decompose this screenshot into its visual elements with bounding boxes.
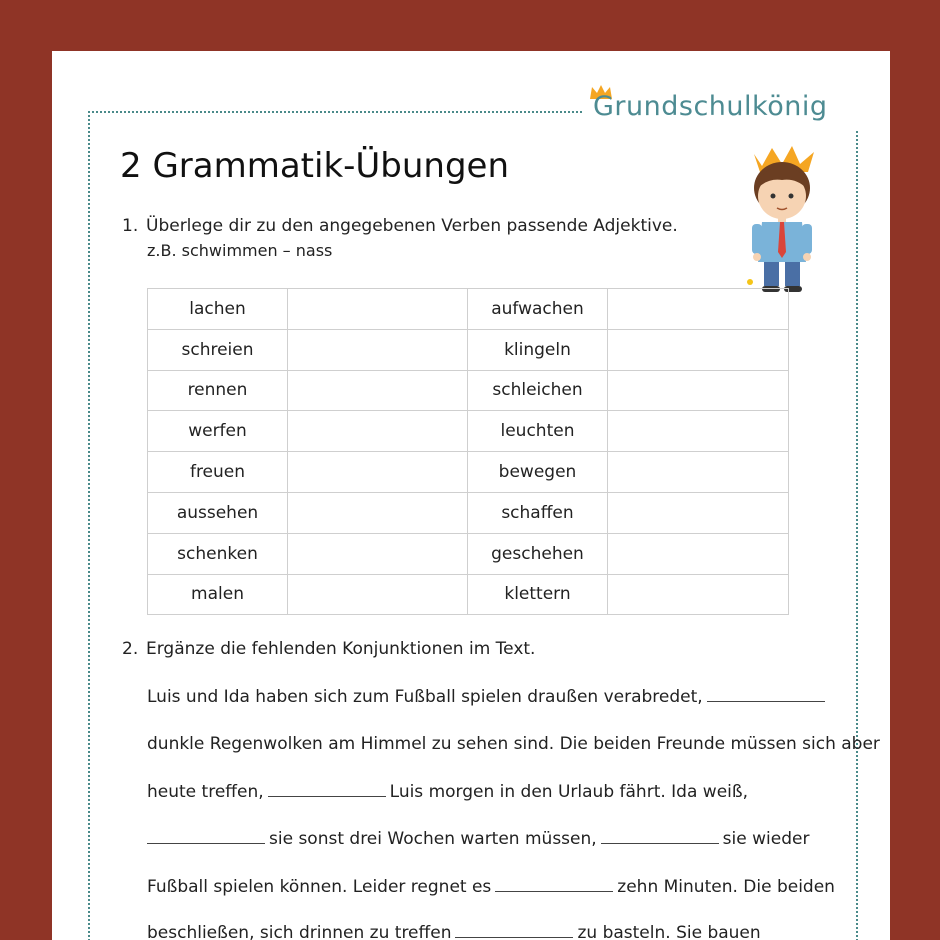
answer-cell[interactable]	[608, 289, 789, 330]
page-title: 2 Grammatik-Übungen	[120, 146, 510, 186]
text-line-2	[147, 734, 880, 754]
answer-cell[interactable]	[288, 329, 468, 370]
text-line-6	[147, 923, 761, 940]
text-line-5	[147, 877, 835, 897]
fill-blank[interactable]	[601, 829, 719, 844]
task2-instruction-text: Ergänze die fehlenden Konjunktionen im Text.	[146, 639, 536, 659]
answer-cell[interactable]	[608, 574, 789, 615]
task2-instruction	[122, 639, 535, 659]
table-row	[148, 452, 789, 493]
text-segment: zehn Minuten. Die beiden	[617, 877, 835, 897]
verb-cell: aussehen	[148, 492, 288, 533]
verb-cell: schleichen	[468, 370, 608, 411]
text-segment: dunkle Regenwolken am Himmel zu sehen sind. Die beiden Freunde müssen sich aber	[147, 734, 880, 754]
verb-cell: lachen	[148, 289, 288, 330]
answer-cell[interactable]	[608, 492, 789, 533]
answer-cell[interactable]	[608, 452, 789, 493]
fill-blank[interactable]	[268, 782, 386, 797]
verb-cell: rennen	[148, 370, 288, 411]
text-segment: sie wieder	[722, 829, 810, 849]
verb-cell: leuchten	[468, 411, 608, 452]
fill-blank[interactable]	[455, 923, 573, 938]
table-row	[148, 574, 789, 615]
task2-number: 2.	[122, 639, 139, 659]
verb-cell: aufwachen	[468, 289, 608, 330]
text-segment: Luis morgen in den Urlaub fährt. Ida weiß,	[389, 782, 748, 802]
text-segment: zu basteln. Sie bauen	[577, 923, 761, 940]
task1-instruction-text: Überlege dir zu den angegebenen Verben passende Adjektive.	[146, 216, 678, 236]
text-segment: sie sonst drei Wochen warten müssen,	[269, 829, 597, 849]
answer-cell[interactable]	[608, 370, 789, 411]
verb-cell: freuen	[148, 452, 288, 493]
task1-number: 1.	[122, 216, 139, 236]
answer-cell[interactable]	[288, 289, 468, 330]
table-row	[148, 329, 789, 370]
text-segment: Fußball spielen können. Leider regnet es	[147, 877, 492, 897]
verb-cell: werfen	[148, 411, 288, 452]
text-line-3	[147, 782, 748, 802]
text-segment: beschließen, sich drinnen zu treffen	[147, 923, 452, 940]
verb-cell: malen	[148, 574, 288, 615]
verb-cell: schreien	[148, 329, 288, 370]
text-segment: Luis und Ida haben sich zum Fußball spielen draußen verabredet,	[147, 687, 703, 707]
verb-cell: geschehen	[468, 533, 608, 574]
text-line-1	[147, 687, 829, 707]
answer-cell[interactable]	[608, 533, 789, 574]
text-segment: heute treffen,	[147, 782, 264, 802]
verb-cell: bewegen	[468, 452, 608, 493]
fill-blank[interactable]	[707, 687, 825, 702]
brand-logo: Grundschulkönig	[593, 91, 828, 122]
boy-with-crown-icon	[742, 144, 822, 294]
verb-cell: klingeln	[468, 329, 608, 370]
verb-cell: schaffen	[468, 492, 608, 533]
answer-cell[interactable]	[288, 533, 468, 574]
answer-cell[interactable]	[288, 574, 468, 615]
table-row	[148, 492, 789, 533]
table-row	[148, 533, 789, 574]
task1-example: z.B. schwimmen – nass	[147, 241, 333, 260]
answer-cell[interactable]	[608, 411, 789, 452]
worksheet-page	[52, 51, 890, 940]
answer-cell[interactable]	[288, 452, 468, 493]
table-row	[148, 370, 789, 411]
fill-blank[interactable]	[147, 829, 265, 844]
fill-blank[interactable]	[495, 877, 613, 892]
table-row	[148, 289, 789, 330]
answer-cell[interactable]	[288, 492, 468, 533]
verb-adjective-table	[147, 288, 789, 615]
answer-cell[interactable]	[288, 411, 468, 452]
answer-cell[interactable]	[608, 329, 789, 370]
table-row	[148, 411, 789, 452]
verb-cell: klettern	[468, 574, 608, 615]
answer-cell[interactable]	[288, 370, 468, 411]
verb-cell: schenken	[148, 533, 288, 574]
task1-instruction	[122, 216, 678, 236]
text-line-4	[147, 829, 809, 849]
